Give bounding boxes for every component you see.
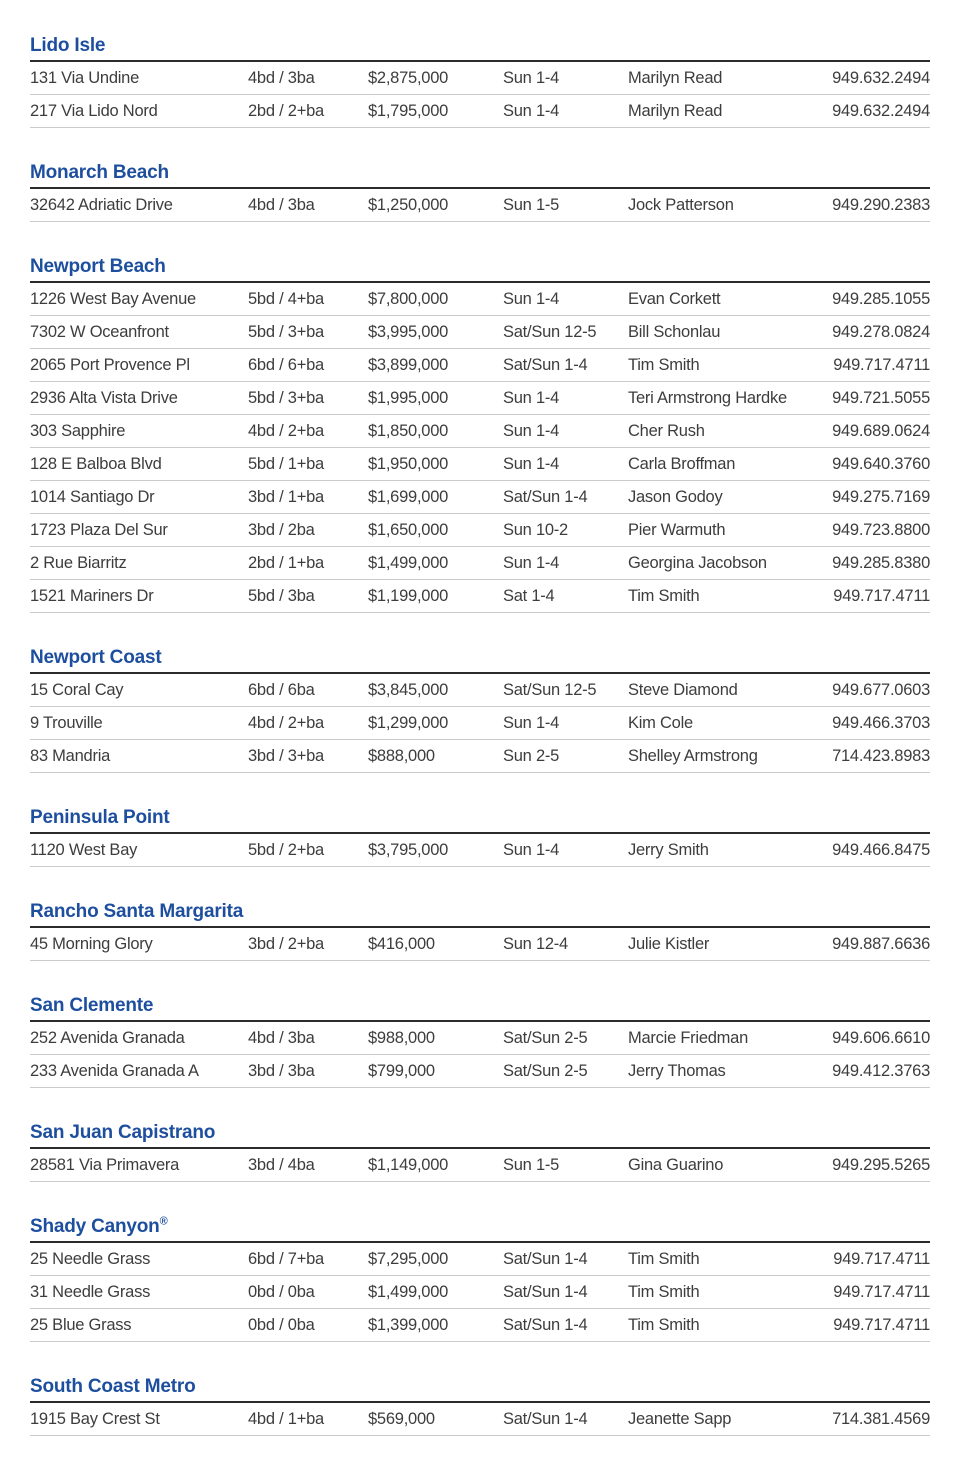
listing-open-time: Sun 1-4	[503, 713, 560, 732]
listing-address: 25 Needle Grass	[30, 1249, 151, 1268]
listing-address: 1014 Santiago Dr	[30, 487, 155, 506]
city-name: Newport Coast	[30, 647, 162, 668]
listing-bedbath: 5bd / 2+ba	[248, 840, 324, 859]
listing-agent: Marilyn Read	[628, 68, 723, 87]
city-heading	[30, 996, 930, 1022]
listing-phone: 714.423.8983	[832, 746, 930, 765]
listing-address: 1226 West Bay Avenue	[30, 289, 196, 308]
listing-open-time: Sat/Sun 1-4	[503, 355, 588, 374]
listing-price: $1,850,000	[368, 421, 449, 440]
city-name: San Clemente	[30, 995, 154, 1016]
listing-bedbath: 5bd / 3ba	[248, 586, 315, 605]
listing-row	[30, 349, 930, 382]
listing-bedbath: 6bd / 6+ba	[248, 355, 324, 374]
listing-agent: Teri Armstrong Hardke	[628, 388, 787, 407]
listing-phone: 949.717.4711	[833, 1249, 930, 1268]
city-name: Rancho Santa Margarita	[30, 901, 244, 922]
listing-row	[30, 382, 930, 415]
listing-price: $569,000	[368, 1409, 435, 1428]
listing-address: 2 Rue Biarritz	[30, 553, 127, 572]
listing-open-time: Sat/Sun 12-5	[503, 322, 597, 341]
listing-price: $1,699,000	[368, 487, 449, 506]
listing-phone: 949.717.4711	[833, 355, 930, 374]
listing-bedbath: 3bd / 3+ba	[248, 746, 324, 765]
listing-phone: 949.677.0603	[832, 680, 930, 699]
listing-row	[30, 189, 930, 222]
listing-open-time: Sat/Sun 2-5	[503, 1061, 588, 1080]
listing-phone: 949.466.3703	[832, 713, 930, 732]
listing-open-time: Sun 1-4	[503, 454, 560, 473]
listing-agent: Tim Smith	[628, 1249, 700, 1268]
listing-bedbath: 3bd / 4ba	[248, 1155, 315, 1174]
listing-address: 83 Mandria	[30, 746, 111, 765]
listing-open-time: Sat/Sun 12-5	[503, 680, 597, 699]
listing-address: 9 Trouville	[30, 713, 103, 732]
listing-bedbath: 5bd / 3+ba	[248, 322, 324, 341]
listing-open-time: Sun 12-4	[503, 934, 568, 953]
listing-address: 31 Needle Grass	[30, 1282, 151, 1301]
listing-agent: Gina Guarino	[628, 1155, 724, 1174]
listing-agent: Jason Godoy	[628, 487, 723, 506]
listing-open-time: Sat/Sun 1-4	[503, 1249, 588, 1268]
listing-address: 45 Morning Glory	[30, 934, 153, 953]
city-section	[30, 996, 930, 1088]
listing-row	[30, 1403, 930, 1436]
listing-address: 1521 Mariners Dr	[30, 586, 154, 605]
listing-phone: 949.887.6636	[832, 934, 930, 953]
city-section	[30, 163, 930, 222]
listing-price: $1,499,000	[368, 553, 449, 572]
listing-address: 128 E Balboa Blvd	[30, 454, 162, 473]
listing-price: $7,800,000	[368, 289, 449, 308]
listing-address: 217 Via Lido Nord	[30, 101, 158, 120]
listing-open-time: Sun 1-4	[503, 101, 560, 120]
listing-bedbath: 0bd / 0ba	[248, 1282, 315, 1301]
city-heading	[30, 257, 930, 283]
listing-open-time: Sat/Sun 1-4	[503, 1409, 588, 1428]
listing-bedbath: 3bd / 1+ba	[248, 487, 324, 506]
city-name: Lido Isle	[30, 35, 106, 56]
city-heading	[30, 163, 930, 189]
listing-open-time: Sun 1-5	[503, 1155, 560, 1174]
listing-address: 1915 Bay Crest St	[30, 1409, 160, 1428]
listing-price: $799,000	[368, 1061, 435, 1080]
city-section	[30, 1217, 930, 1342]
city-heading	[30, 1123, 930, 1149]
listing-agent: Marcie Friedman	[628, 1028, 749, 1047]
listing-agent: Pier Warmuth	[628, 520, 726, 539]
city-section	[30, 648, 930, 773]
listing-price: $2,875,000	[368, 68, 449, 87]
listing-open-time: Sat 1-4	[503, 586, 555, 605]
listing-open-time: Sat/Sun 2-5	[503, 1028, 588, 1047]
listing-phone: 949.640.3760	[832, 454, 930, 473]
city-section	[30, 1377, 930, 1436]
listing-rows	[30, 62, 930, 128]
listing-agent: Jeanette Sapp	[628, 1409, 732, 1428]
listing-phone: 949.285.8380	[832, 553, 930, 572]
listing-rows	[30, 834, 930, 867]
listing-address: 131 Via Undine	[30, 68, 140, 87]
city-section	[30, 808, 930, 867]
listing-row	[30, 514, 930, 547]
listing-price: $1,199,000	[368, 586, 449, 605]
listing-price: $1,995,000	[368, 388, 449, 407]
listing-row	[30, 580, 930, 613]
listing-phone: 714.381.4569	[832, 1409, 930, 1428]
listing-agent: Evan Corkett	[628, 289, 721, 308]
listing-phone: 949.278.0824	[832, 322, 930, 341]
listing-row	[30, 928, 930, 961]
listing-row	[30, 448, 930, 481]
listing-rows	[30, 283, 930, 613]
listing-agent: Jerry Thomas	[628, 1061, 726, 1080]
listing-price: $1,299,000	[368, 713, 449, 732]
listing-agent: Marilyn Read	[628, 101, 723, 120]
city-name: Newport Beach	[30, 256, 166, 277]
listing-row	[30, 1243, 930, 1276]
listing-bedbath: 4bd / 2+ba	[248, 713, 324, 732]
listing-row	[30, 316, 930, 349]
city-name: Shady Canyon	[30, 1216, 160, 1237]
listing-price: $1,250,000	[368, 195, 449, 214]
listing-bedbath: 4bd / 1+ba	[248, 1409, 324, 1428]
listing-address: 303 Sapphire	[30, 421, 126, 440]
listing-agent: Jerry Smith	[628, 840, 709, 859]
listing-bedbath: 4bd / 3ba	[248, 195, 315, 214]
listing-rows	[30, 1403, 930, 1436]
listing-phone: 949.632.2494	[832, 101, 930, 120]
listing-row	[30, 415, 930, 448]
listing-price: $3,795,000	[368, 840, 449, 859]
listing-open-time: Sun 1-4	[503, 553, 560, 572]
listing-address: 25 Blue Grass	[30, 1315, 132, 1334]
listing-phone: 949.275.7169	[832, 487, 930, 506]
listing-row	[30, 95, 930, 128]
listing-open-time: Sat/Sun 1-4	[503, 1315, 588, 1334]
listing-agent: Tim Smith	[628, 1315, 700, 1334]
city-heading	[30, 1377, 930, 1403]
listing-agent: Tim Smith	[628, 355, 700, 374]
listing-rows	[30, 1149, 930, 1182]
listing-open-time: Sat/Sun 1-4	[503, 1282, 588, 1301]
listing-price: $416,000	[368, 934, 435, 953]
listing-row	[30, 1055, 930, 1088]
city-name: South Coast Metro	[30, 1376, 196, 1397]
city-section	[30, 1123, 930, 1182]
listing-price: $1,950,000	[368, 454, 449, 473]
listing-phone: 949.285.1055	[832, 289, 930, 308]
listing-bedbath: 3bd / 2+ba	[248, 934, 324, 953]
city-heading	[30, 902, 930, 928]
listing-price: $1,399,000	[368, 1315, 449, 1334]
listing-phone: 949.466.8475	[832, 840, 930, 859]
listing-agent: Julie Kistler	[628, 934, 710, 953]
listing-bedbath: 0bd / 0ba	[248, 1315, 315, 1334]
listing-phone: 949.295.5265	[832, 1155, 930, 1174]
listing-row	[30, 62, 930, 95]
listing-agent: Jock Patterson	[628, 195, 734, 214]
listing-row	[30, 283, 930, 316]
listing-phone: 949.606.6610	[832, 1028, 930, 1047]
listing-bedbath: 5bd / 4+ba	[248, 289, 324, 308]
listing-price: $1,650,000	[368, 520, 449, 539]
city-section	[30, 902, 930, 961]
listing-price: $888,000	[368, 746, 435, 765]
listing-row	[30, 707, 930, 740]
city-heading	[30, 808, 930, 834]
listing-agent: Georgina Jacobson	[628, 553, 767, 572]
listing-rows	[30, 1243, 930, 1342]
listing-address: 252 Avenida Granada	[30, 1028, 185, 1047]
listing-bedbath: 4bd / 2+ba	[248, 421, 324, 440]
listing-open-time: Sun 1-4	[503, 840, 560, 859]
listing-open-time: Sun 1-4	[503, 289, 560, 308]
listing-phone: 949.717.4711	[833, 586, 930, 605]
listing-row	[30, 481, 930, 514]
listing-phone: 949.632.2494	[832, 68, 930, 87]
listing-price: $988,000	[368, 1028, 435, 1047]
listing-row	[30, 1022, 930, 1055]
listing-phone: 949.717.4711	[833, 1282, 930, 1301]
listing-rows	[30, 1022, 930, 1088]
listing-agent: Tim Smith	[628, 586, 700, 605]
listing-phone: 949.721.5055	[832, 388, 930, 407]
listing-bedbath: 5bd / 1+ba	[248, 454, 324, 473]
listing-price: $3,845,000	[368, 680, 449, 699]
listing-bedbath: 6bd / 7+ba	[248, 1249, 324, 1268]
listing-row	[30, 1149, 930, 1182]
listing-rows	[30, 674, 930, 773]
listing-agent: Kim Cole	[628, 713, 693, 732]
listing-price: $3,995,000	[368, 322, 449, 341]
listing-rows	[30, 189, 930, 222]
listing-open-time: Sun 1-4	[503, 421, 560, 440]
listing-address: 2065 Port Provence Pl	[30, 355, 190, 374]
listing-address: 2936 Alta Vista Drive	[30, 388, 178, 407]
city-heading	[30, 1217, 930, 1243]
listing-agent: Cher Rush	[628, 421, 705, 440]
listing-bedbath: 5bd / 3+ba	[248, 388, 324, 407]
listing-bedbath: 4bd / 3ba	[248, 1028, 315, 1047]
listing-bedbath: 4bd / 3ba	[248, 68, 315, 87]
listing-row	[30, 1309, 930, 1342]
listing-phone: 949.290.2383	[832, 195, 930, 214]
listing-row	[30, 674, 930, 707]
listing-address: 7302 W Oceanfront	[30, 322, 169, 341]
listing-agent: Steve Diamond	[628, 680, 738, 699]
listing-bedbath: 3bd / 2ba	[248, 520, 315, 539]
city-section	[30, 257, 930, 613]
listing-row	[30, 1276, 930, 1309]
listing-price: $3,899,000	[368, 355, 449, 374]
listing-phone: 949.723.8800	[832, 520, 930, 539]
listing-address: 28581 Via Primavera	[30, 1155, 180, 1174]
registered-trademark-symbol: ®	[159, 1215, 168, 1228]
listing-open-time: Sun 1-5	[503, 195, 560, 214]
listing-price: $1,795,000	[368, 101, 449, 120]
listing-phone: 949.717.4711	[833, 1315, 930, 1334]
listing-open-time: Sun 10-2	[503, 520, 568, 539]
listing-row	[30, 740, 930, 773]
city-name: San Juan Capistrano	[30, 1122, 216, 1143]
listing-rows	[30, 928, 930, 961]
listing-agent: Carla Broffman	[628, 454, 736, 473]
listing-open-time: Sun 2-5	[503, 746, 560, 765]
city-heading	[30, 648, 930, 674]
listing-address: 15 Coral Cay	[30, 680, 124, 699]
listing-bedbath: 2bd / 1+ba	[248, 553, 324, 572]
listing-agent: Bill Schonlau	[628, 322, 721, 341]
listing-bedbath: 2bd / 2+ba	[248, 101, 324, 120]
listing-bedbath: 3bd / 3ba	[248, 1061, 315, 1080]
listing-open-time: Sun 1-4	[503, 68, 560, 87]
listing-address: 1120 West Bay	[30, 840, 138, 859]
listing-address: 233 Avenida Granada A	[30, 1061, 199, 1080]
city-section	[30, 36, 930, 128]
listing-phone: 949.689.0624	[832, 421, 930, 440]
listing-price: $1,149,000	[368, 1155, 449, 1174]
listing-address: 1723 Plaza Del Sur	[30, 520, 168, 539]
listing-address: 32642 Adriatic Drive	[30, 195, 173, 214]
listing-bedbath: 6bd / 6ba	[248, 680, 315, 699]
city-name: Monarch Beach	[30, 162, 169, 183]
listing-phone: 949.412.3763	[832, 1061, 930, 1080]
listing-open-time: Sat/Sun 1-4	[503, 487, 588, 506]
city-name: Peninsula Point	[30, 807, 170, 828]
listing-price: $7,295,000	[368, 1249, 449, 1268]
listing-row	[30, 547, 930, 580]
listing-agent: Shelley Armstrong	[628, 746, 758, 765]
city-heading	[30, 36, 930, 62]
listing-price: $1,499,000	[368, 1282, 449, 1301]
listing-open-time: Sun 1-4	[503, 388, 560, 407]
listing-agent: Tim Smith	[628, 1282, 700, 1301]
listing-row	[30, 834, 930, 867]
